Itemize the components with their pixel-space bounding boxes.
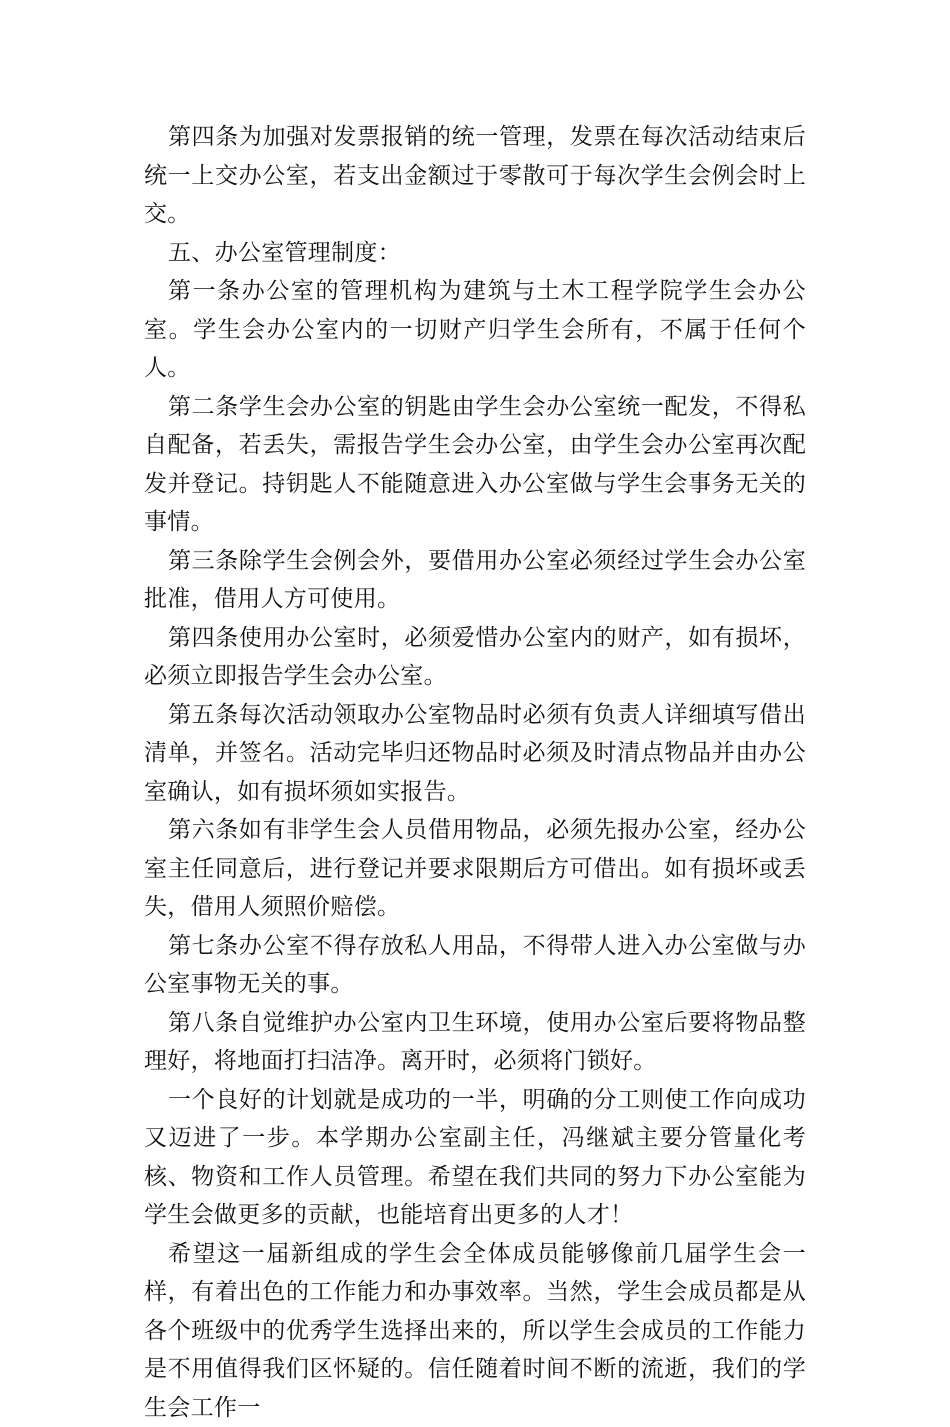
paragraph-article-5: 第五条每次活动领取办公室物品时必须有负责人详细填写借出清单，并签名。活动完毕归还物品时必须及时清点物品并由办公室确认，如有损坏须如实报告。	[144, 696, 806, 812]
paragraph-closing-hope: 希望这一届新组成的学生会全体成员能够像前几届学生会一样，有着出色的工作能力和办事效率。当然，学生会成员都是从各个班级中的优秀学生选择出来的，所以学生会成员的工作能力是不用值得我们区怀疑的。信任随着时间不断的流逝，我们的学生会工作一	[144, 1235, 806, 1427]
paragraph-plan-summary: 一个良好的计划就是成功的一半，明确的分工则使工作向成功又迈进了一步。本学期办公室副主任，冯继斌主要分管量化考核、物资和工作人员管理。希望在我们共同的努力下办公室能为学生会做更多的贡献，也能培育出更多的人才！	[144, 1081, 806, 1235]
paragraph-article-1: 第一条办公室的管理机构为建筑与土木工程学院学生会办公室。学生会办公室内的一切财产归学生会所有，不属于任何个人。	[144, 272, 806, 388]
section-heading-office-rules: 五、办公室管理制度：	[144, 234, 806, 273]
paragraph-invoice-article-4: 第四条为加强对发票报销的统一管理，发票在每次活动结束后统一上交办公室，若支出金额过于零散可于每次学生会例会时上交。	[144, 118, 806, 234]
paragraph-article-6: 第六条如有非学生会人员借用物品，必须先报办公室，经办公室主任同意后，进行登记并要求限期后方可借出。如有损坏或丢失，借用人须照价赔偿。	[144, 811, 806, 927]
paragraph-article-3: 第三条除学生会例会外，要借用办公室必须经过学生会办公室批准，借用人方可使用。	[144, 542, 806, 619]
paragraph-article-2: 第二条学生会办公室的钥匙由学生会办公室统一配发，不得私自配备，若丢失，需报告学生会办公室，由学生会办公室再次配发并登记。持钥匙人不能随意进入办公室做与学生会事务无关的事情。	[144, 388, 806, 542]
paragraph-article-8: 第八条自觉维护办公室内卫生环境，使用办公室后要将物品整理好，将地面打扫洁净。离开时，必须将门锁好。	[144, 1004, 806, 1081]
document-body	[144, 118, 806, 1427]
paragraph-article-4: 第四条使用办公室时，必须爱惜办公室内的财产，如有损坏，必须立即报告学生会办公室。	[144, 619, 806, 696]
paragraph-article-7: 第七条办公室不得存放私人用品，不得带人进入办公室做与办公室事物无关的事。	[144, 927, 806, 1004]
